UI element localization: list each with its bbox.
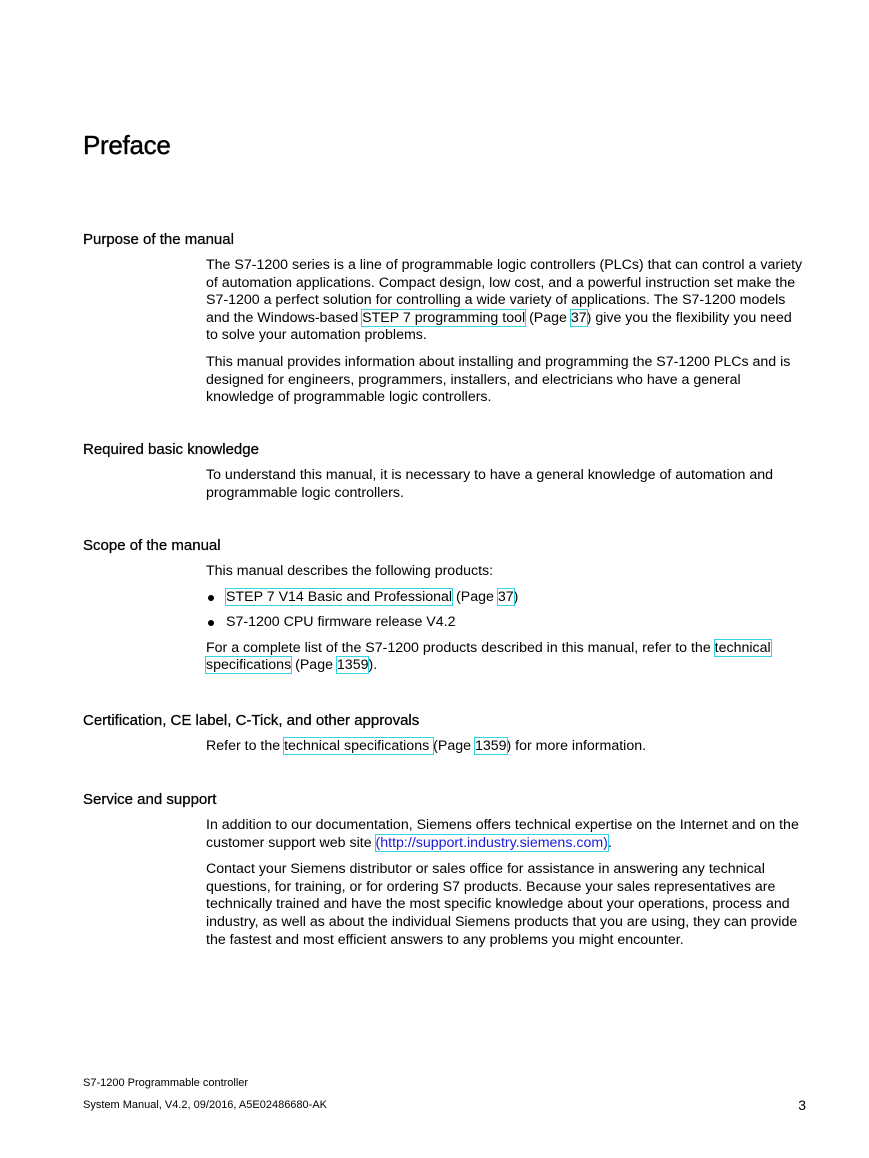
purpose-paragraph-1 — [206, 257, 806, 345]
scope-text-a: For a complete list of the S7-1200 products described in this manual, refer to the — [206, 639, 715, 656]
footer-manual-info: System Manual, V4.2, 09/2016, A5E02486680-AK — [83, 1099, 327, 1111]
link-page-1359[interactable]: 1359 — [336, 657, 369, 674]
product-list — [206, 589, 806, 632]
cert-text-c: ) for more information. — [506, 738, 647, 754]
section-service-body — [206, 817, 806, 958]
service-paragraph-1 — [206, 817, 806, 852]
bullet2-text: S7-1200 CPU firmware release V4.2 — [226, 614, 456, 631]
list-item — [206, 589, 806, 607]
heading-scope: Scope of the manual — [83, 537, 221, 554]
link-support-website[interactable]: (http://support.industry.siemens.com) — [375, 834, 608, 851]
heading-service: Service and support — [83, 791, 217, 808]
page-number: 3 — [798, 1097, 806, 1113]
bullet-icon — [208, 620, 214, 626]
service-paragraph-2: Contact your Siemens distributor or sales office for assistance in answering any technical questions, for training, or for ordering S7 products. Because your sales representatives are technically trained and have the most specific knowledge about your operations, process and industry, as well as about the individual Siemens products that you are using, they can provide the fastest and most efficient answers to any problems you might encounter. — [206, 861, 798, 948]
section-purpose-body — [206, 257, 806, 416]
bullet1-text-b: (Page — [452, 588, 498, 605]
heading-purpose: Purpose of the manual — [83, 231, 234, 248]
link-technical-specifications[interactable]: technical specifications — [206, 639, 771, 674]
link-step7-programming-tool[interactable]: STEP 7 programming tool — [362, 309, 526, 326]
link-page-37[interactable]: 37 — [497, 588, 514, 605]
bullet-icon — [208, 595, 214, 601]
section-scope-body — [206, 563, 806, 684]
scope-text-c: ). — [368, 657, 378, 674]
scope-paragraph-2 — [206, 640, 806, 675]
service-text-c: . — [607, 834, 612, 851]
cert-paragraph — [206, 738, 806, 756]
link-page-37[interactable]: 37 — [570, 309, 587, 326]
cert-text-b: (Page — [433, 738, 475, 754]
page-title: Preface — [83, 130, 171, 160]
link-page-1359[interactable]: 1359 — [474, 738, 507, 754]
bullet1-text-c: ) — [513, 588, 519, 605]
heading-certification: Certification, CE label, C-Tick, and other approvals — [83, 712, 420, 729]
scope-intro: This manual describes the following products: — [206, 563, 494, 579]
section-knowledge-body — [206, 467, 806, 511]
knowledge-paragraph: To understand this manual, it is necessary to have a general knowledge of automation and programmable logic controllers. — [206, 467, 774, 501]
purpose-text-a: The S7-1200 series is a line of programmable logic controllers (PLCs) that can control a variety of automation applications. Compact design, low cost, and a powerful instruction set make the S7-1200 a perfect solution for controlling a wide variety of applications. The S7-1200 models and the Windows-based — [206, 257, 803, 326]
heading-knowledge: Required basic knowledge — [83, 441, 259, 458]
link-step7-v14[interactable]: STEP 7 V14 Basic and Professional — [226, 588, 453, 605]
purpose-text-b: (Page — [525, 309, 571, 326]
list-item — [206, 614, 806, 632]
purpose-text-c: ) give you the flexibility you need to solve your automation problems. — [206, 309, 792, 344]
link-technical-specifications[interactable]: technical specifications — [284, 738, 434, 754]
section-cert-body — [206, 738, 806, 765]
cert-text-a: Refer to the — [206, 738, 285, 754]
purpose-paragraph-2: This manual provides information about installing and programming the S7-1200 PLCs and is designed for engineers, programmers, installers, and electricians who have a general knowledge of programmable logic controllers. — [206, 353, 791, 406]
service-text-a: In addition to our documentation, Siemens offers technical expertise on the Internet and on the customer support web site — [206, 817, 799, 851]
footer-product: S7-1200 Programmable controller — [83, 1077, 249, 1089]
scope-text-b: (Page — [291, 657, 337, 674]
